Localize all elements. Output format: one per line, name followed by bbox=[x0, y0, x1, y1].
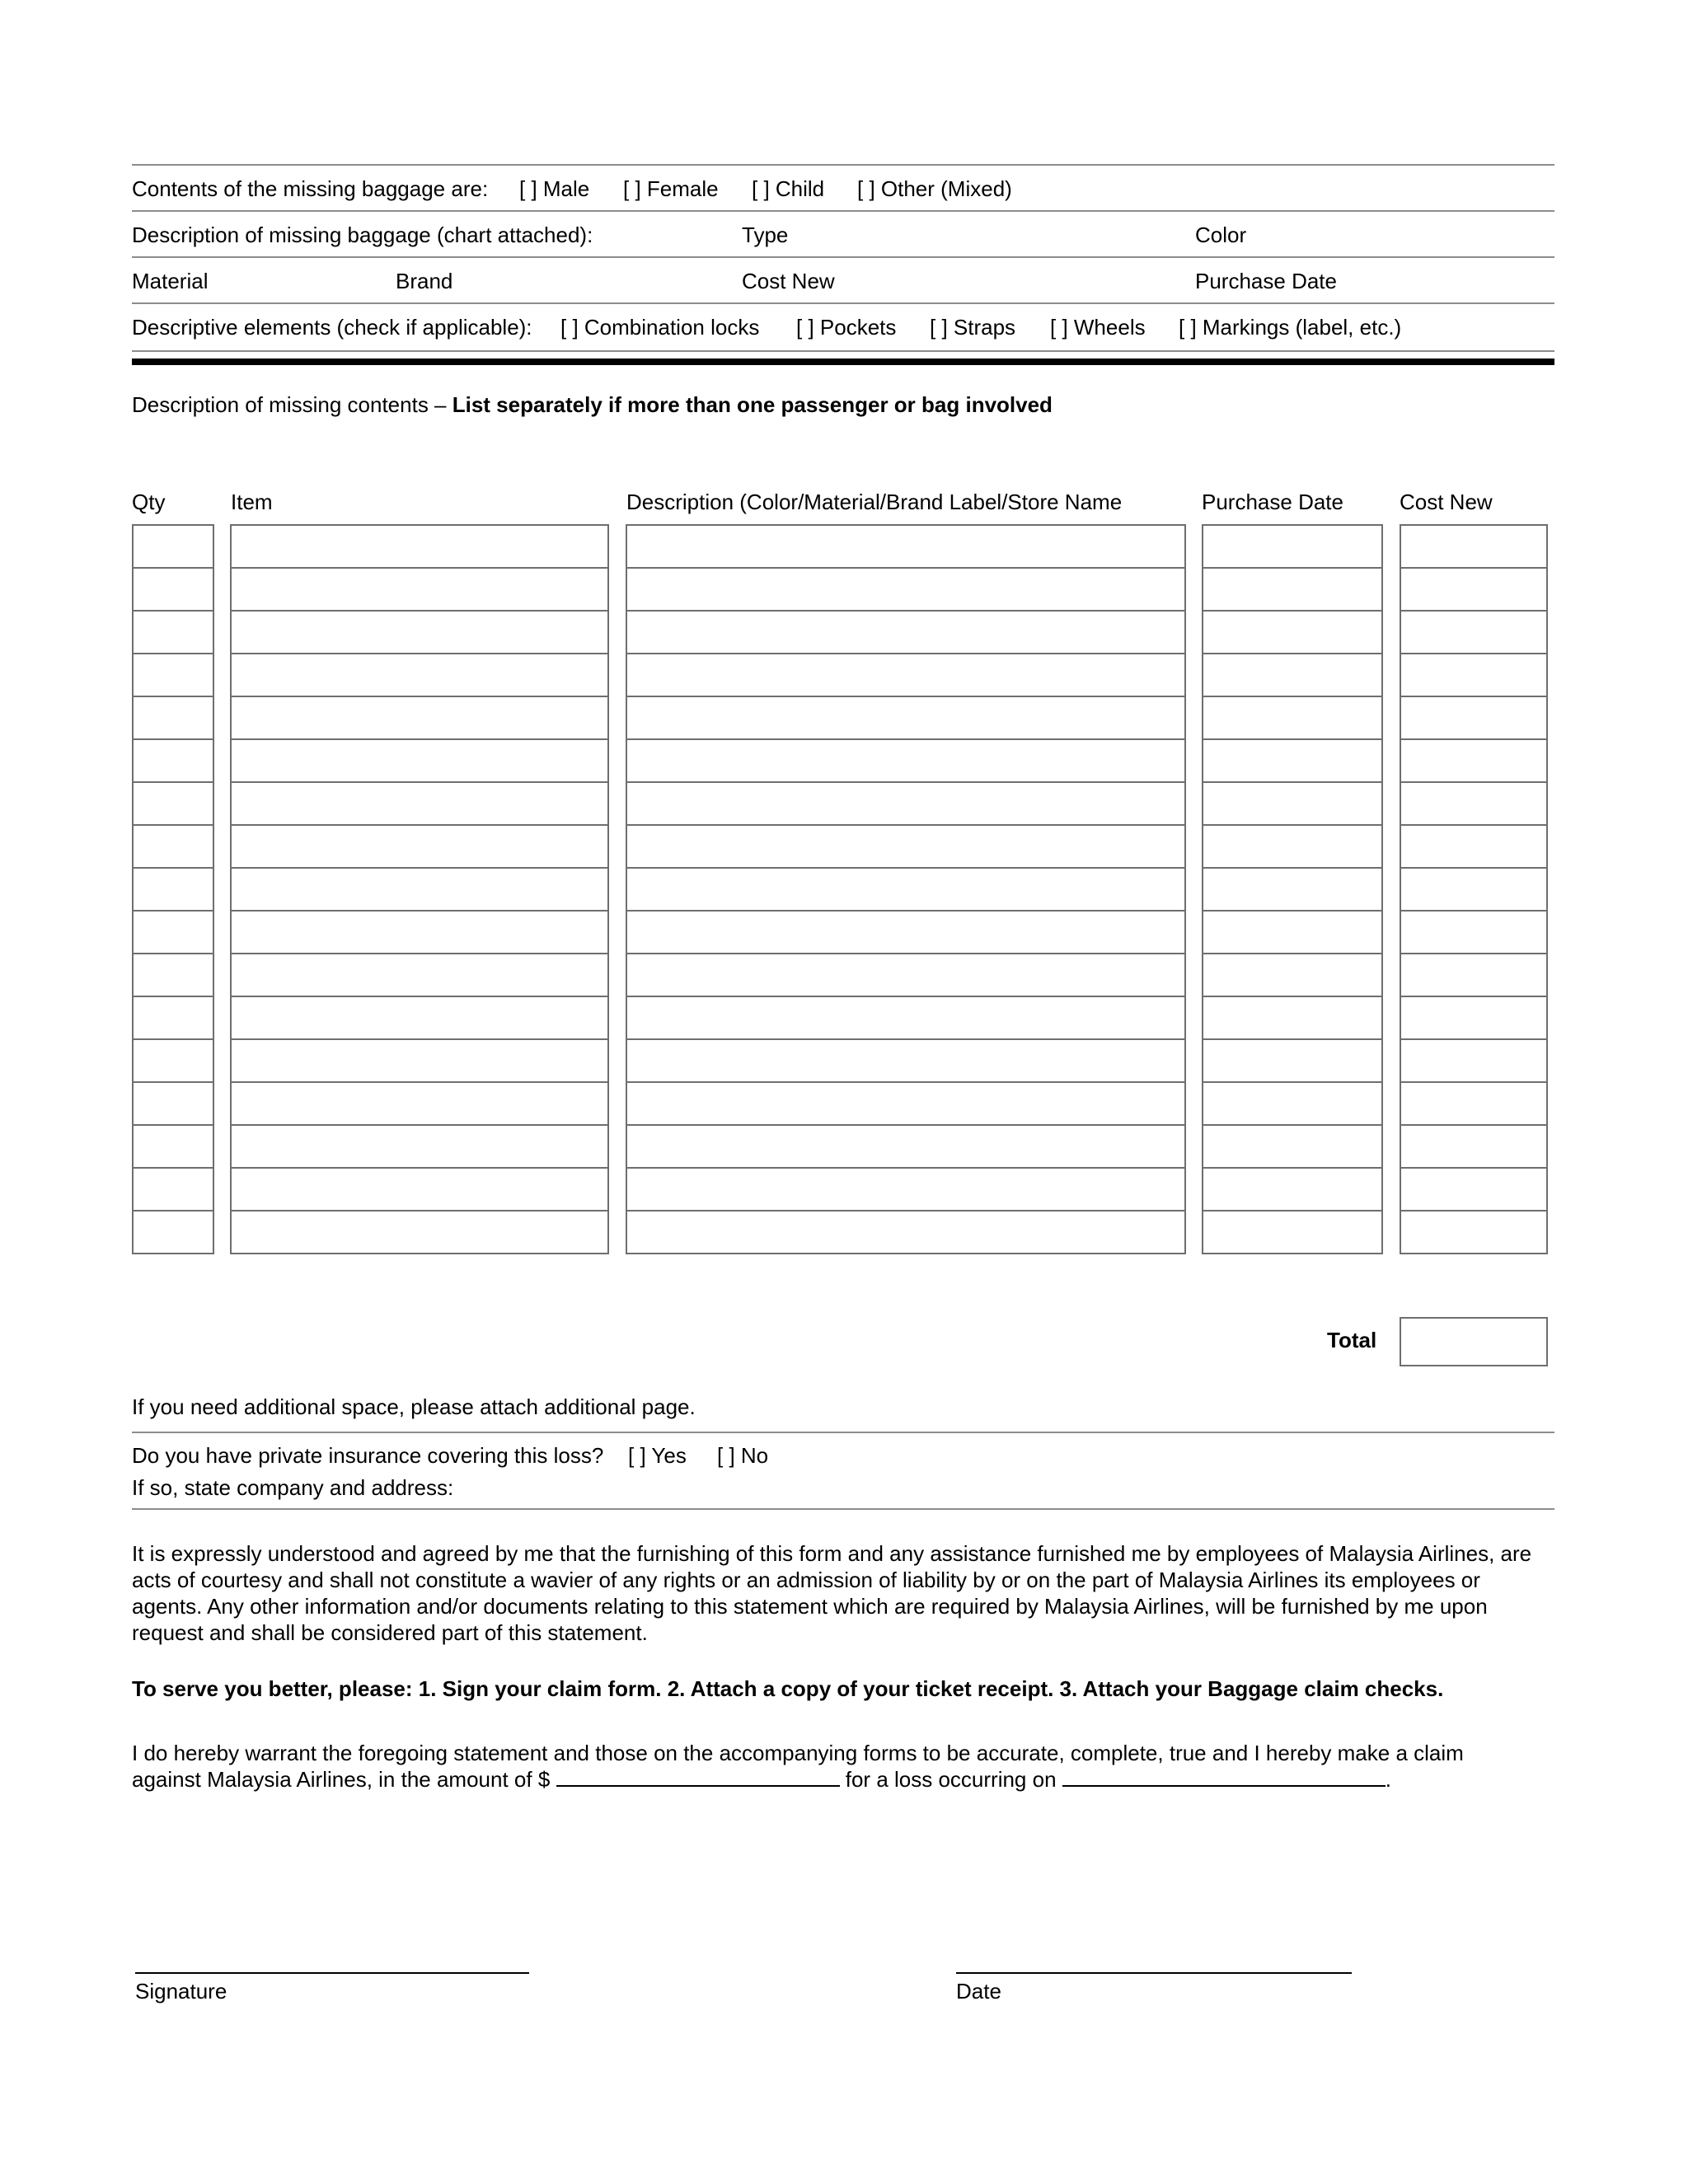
item-cell[interactable] bbox=[230, 910, 609, 954]
cost-new-cell[interactable] bbox=[1400, 1124, 1548, 1169]
loss-date-blank[interactable] bbox=[1062, 1767, 1386, 1787]
item-cell[interactable] bbox=[230, 696, 609, 740]
checkbox-pockets[interactable]: [ ] Pockets bbox=[796, 315, 897, 340]
column-qty bbox=[132, 524, 214, 1254]
item-cell[interactable] bbox=[230, 1167, 609, 1212]
item-cell[interactable] bbox=[230, 653, 609, 697]
warranty-line2-prefix: against Malaysia Airlines, in the amount of $ bbox=[132, 1767, 551, 1792]
warranty-line1: I do hereby warrant the foregoing statement and those on the accompanying forms to be accurate, complete, true and I hereby make a claim bbox=[132, 1741, 1464, 1765]
column-purchase-date bbox=[1202, 524, 1383, 1254]
missing-contents-prefix: Description of missing contents – bbox=[132, 392, 452, 417]
header-description: Description (Color/Material/Brand Label/Store Name bbox=[626, 490, 1123, 514]
cost-new-cell[interactable] bbox=[1400, 1210, 1548, 1254]
item-cell[interactable] bbox=[230, 524, 609, 569]
warranty-statement bbox=[132, 1740, 1554, 1793]
cost-new-cell[interactable] bbox=[1400, 653, 1548, 697]
description-cell[interactable] bbox=[626, 1081, 1186, 1126]
rule-1 bbox=[132, 210, 1554, 212]
brand-label: Brand bbox=[396, 269, 453, 293]
description-cell[interactable] bbox=[626, 996, 1186, 1040]
descriptive-elements-label: Descriptive elements (check if applicable): bbox=[132, 315, 532, 340]
purchase-date-cell[interactable] bbox=[1202, 1038, 1383, 1083]
purchase-date-cell[interactable] bbox=[1202, 1210, 1383, 1254]
item-cell[interactable] bbox=[230, 1124, 609, 1169]
item-cell[interactable] bbox=[230, 1081, 609, 1126]
description-cell[interactable] bbox=[626, 781, 1186, 826]
cost-new-cell[interactable] bbox=[1400, 1081, 1548, 1126]
description-cell[interactable] bbox=[626, 524, 1186, 569]
description-cell[interactable] bbox=[626, 1210, 1186, 1254]
purchase-date-cell[interactable] bbox=[1202, 524, 1383, 569]
disclaimer-paragraph: It is expressly understood and agreed by me that the furnishing of this form and any assistance furnished me by employees of Malaysia Airlines, are acts of courtesy and shall not constitute a wavier of any rights or an admission of liability by or on the part of Malaysia Airlines its employees or agents. Any other information and/or documents relating to this statement which are required by Malaysia Airlines, will be furnished by me upon request and shall be considered part of this statement. bbox=[132, 1541, 1532, 1645]
description-cell[interactable] bbox=[626, 1124, 1186, 1169]
qty-cell[interactable] bbox=[132, 1167, 214, 1212]
qty-cell[interactable] bbox=[132, 824, 214, 869]
signature-line[interactable] bbox=[135, 1972, 529, 1974]
description-label: Description of missing baggage (chart attached): bbox=[132, 223, 593, 247]
rule-6 bbox=[132, 1508, 1554, 1510]
type-label: Type bbox=[742, 223, 789, 247]
cost-new-cell[interactable] bbox=[1400, 738, 1548, 783]
cost-new-cell[interactable] bbox=[1400, 996, 1548, 1040]
qty-cell[interactable] bbox=[132, 867, 214, 912]
item-cell[interactable] bbox=[230, 1038, 609, 1083]
description-cell[interactable] bbox=[626, 653, 1186, 697]
insurance-question: Do you have private insurance covering this loss? bbox=[132, 1443, 604, 1468]
description-cell[interactable] bbox=[626, 738, 1186, 783]
column-cost-new bbox=[1400, 524, 1548, 1254]
qty-cell[interactable] bbox=[132, 567, 214, 612]
insurance-company-label: If so, state company and address: bbox=[132, 1475, 454, 1500]
cost-new-cell[interactable] bbox=[1400, 1167, 1548, 1212]
cost-new-cell[interactable] bbox=[1400, 524, 1548, 569]
qty-cell[interactable] bbox=[132, 1124, 214, 1169]
serve-better-instructions: To serve you better, please: 1. Sign your claim form. 2. Attach a copy of your ticket receipt. 3. Attach your Baggage claim checks. bbox=[132, 1676, 1444, 1701]
cost-new-label: Cost New bbox=[742, 269, 835, 293]
item-cell[interactable] bbox=[230, 953, 609, 997]
qty-cell[interactable] bbox=[132, 781, 214, 826]
rule-4 bbox=[132, 350, 1554, 352]
rule-3 bbox=[132, 302, 1554, 304]
warranty-line2-middle: for a loss occurring on bbox=[845, 1767, 1057, 1792]
checkbox-male[interactable]: [ ] Male bbox=[519, 176, 590, 201]
purchase-date-cell[interactable] bbox=[1202, 653, 1383, 697]
date-label: Date bbox=[956, 1979, 1001, 2004]
purchase-date-cell[interactable] bbox=[1202, 1081, 1383, 1126]
qty-cell[interactable] bbox=[132, 1038, 214, 1083]
header-qty: Qty bbox=[132, 490, 166, 514]
item-cell[interactable] bbox=[230, 867, 609, 912]
checkbox-insurance-no[interactable]: [ ] No bbox=[717, 1443, 769, 1468]
missing-contents-heading bbox=[132, 394, 1053, 415]
column-description bbox=[626, 524, 1186, 1254]
purchase-date-cell[interactable] bbox=[1202, 1124, 1383, 1169]
cost-new-cell[interactable] bbox=[1400, 696, 1548, 740]
date-line[interactable] bbox=[956, 1972, 1352, 1974]
qty-cell[interactable] bbox=[132, 1210, 214, 1254]
header-cost-new: Cost New bbox=[1400, 490, 1493, 514]
header-item: Item bbox=[231, 490, 273, 514]
checkbox-other-mixed[interactable]: [ ] Other (Mixed) bbox=[857, 176, 1012, 201]
total-field[interactable] bbox=[1400, 1317, 1548, 1366]
description-cell[interactable] bbox=[626, 867, 1186, 912]
cost-new-cell[interactable] bbox=[1400, 867, 1548, 912]
cost-new-cell[interactable] bbox=[1400, 781, 1548, 826]
purchase-date-cell[interactable] bbox=[1202, 781, 1383, 826]
description-cell[interactable] bbox=[626, 1038, 1186, 1083]
item-cell[interactable] bbox=[230, 610, 609, 654]
checkbox-insurance-yes[interactable]: [ ] Yes bbox=[628, 1443, 687, 1468]
description-cell[interactable] bbox=[626, 696, 1186, 740]
purchase-date-cell[interactable] bbox=[1202, 696, 1383, 740]
item-cell[interactable] bbox=[230, 996, 609, 1040]
rule-top bbox=[132, 164, 1554, 166]
purchase-date-cell[interactable] bbox=[1202, 910, 1383, 954]
purchase-date-cell[interactable] bbox=[1202, 953, 1383, 997]
rule-5 bbox=[132, 1432, 1554, 1433]
cost-new-cell[interactable] bbox=[1400, 824, 1548, 869]
checkbox-child[interactable]: [ ] Child bbox=[752, 176, 825, 201]
description-cell[interactable] bbox=[626, 1167, 1186, 1212]
cost-new-cell[interactable] bbox=[1400, 1038, 1548, 1083]
checkbox-markings[interactable]: [ ] Markings (label, etc.) bbox=[1179, 315, 1402, 340]
checkbox-female[interactable]: [ ] Female bbox=[623, 176, 719, 201]
missing-contents-instruction: List separately if more than one passenger or bag involved bbox=[452, 392, 1053, 417]
rule-thick-separator bbox=[132, 359, 1554, 365]
purchase-date-cell[interactable] bbox=[1202, 567, 1383, 612]
cost-new-cell[interactable] bbox=[1400, 910, 1548, 954]
item-cell[interactable] bbox=[230, 738, 609, 783]
qty-cell[interactable] bbox=[132, 953, 214, 997]
qty-cell[interactable] bbox=[132, 696, 214, 740]
claim-amount-blank[interactable] bbox=[556, 1767, 840, 1787]
description-cell[interactable] bbox=[626, 824, 1186, 869]
qty-cell[interactable] bbox=[132, 1081, 214, 1126]
rule-2 bbox=[132, 256, 1554, 258]
checkbox-straps[interactable]: [ ] Straps bbox=[930, 315, 1016, 340]
cost-new-cell[interactable] bbox=[1400, 610, 1548, 654]
qty-cell[interactable] bbox=[132, 738, 214, 783]
color-label: Color bbox=[1195, 223, 1247, 247]
description-cell[interactable] bbox=[626, 567, 1186, 612]
qty-cell[interactable] bbox=[132, 610, 214, 654]
purchase-date-cell[interactable] bbox=[1202, 1167, 1383, 1212]
qty-cell[interactable] bbox=[132, 910, 214, 954]
item-cell[interactable] bbox=[230, 567, 609, 612]
purchase-date-cell[interactable] bbox=[1202, 610, 1383, 654]
purchase-date-cell[interactable] bbox=[1202, 996, 1383, 1040]
description-cell[interactable] bbox=[626, 610, 1186, 654]
checkbox-wheels[interactable]: [ ] Wheels bbox=[1050, 315, 1146, 340]
qty-cell[interactable] bbox=[132, 524, 214, 569]
warranty-line2-end: . bbox=[1385, 1767, 1392, 1792]
item-cell[interactable] bbox=[230, 781, 609, 826]
checkbox-combination-locks[interactable]: [ ] Combination locks bbox=[560, 315, 760, 340]
item-cell[interactable] bbox=[230, 824, 609, 869]
signature-label: Signature bbox=[135, 1979, 227, 2004]
purchase-date-label: Purchase Date bbox=[1195, 269, 1337, 293]
material-label: Material bbox=[132, 269, 209, 293]
qty-cell[interactable] bbox=[132, 653, 214, 697]
purchase-date-cell[interactable] bbox=[1202, 867, 1383, 912]
item-cell[interactable] bbox=[230, 1210, 609, 1254]
qty-cell[interactable] bbox=[132, 996, 214, 1040]
total-label: Total bbox=[1327, 1328, 1377, 1352]
cost-new-cell[interactable] bbox=[1400, 953, 1548, 997]
description-cell[interactable] bbox=[626, 910, 1186, 954]
additional-space-note: If you need additional space, please attach additional page. bbox=[132, 1394, 696, 1419]
description-cell[interactable] bbox=[626, 953, 1186, 997]
purchase-date-cell[interactable] bbox=[1202, 824, 1383, 869]
header-purchase-date: Purchase Date bbox=[1202, 490, 1343, 514]
cost-new-cell[interactable] bbox=[1400, 567, 1548, 612]
column-item bbox=[230, 524, 609, 1254]
purchase-date-cell[interactable] bbox=[1202, 738, 1383, 783]
contents-label: Contents of the missing baggage are: bbox=[132, 176, 489, 201]
